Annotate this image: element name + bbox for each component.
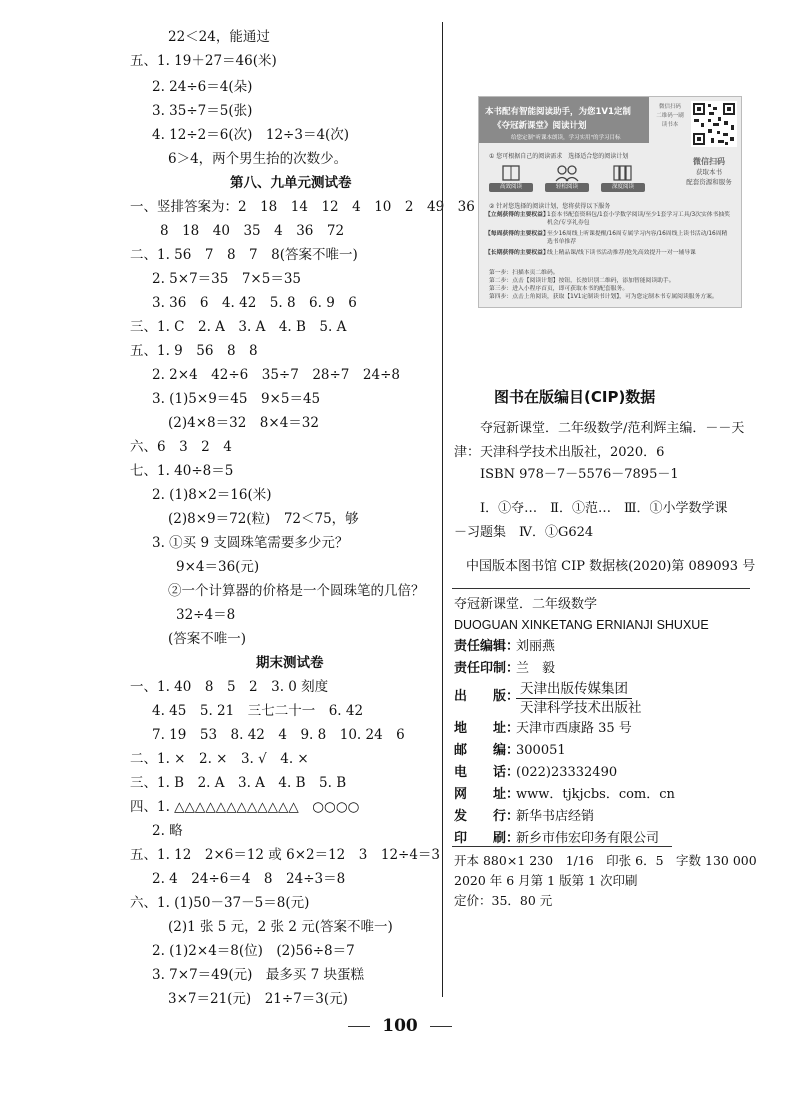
cip-line: ISBN 978－7－5576－7895－1 [480, 467, 679, 482]
answer-line: 3. (1)5×9＝45 9×5＝45 [152, 391, 321, 407]
page-number: 100 [382, 1016, 418, 1036]
answer-line: 3. 35÷7＝5(张) [152, 103, 253, 119]
answer-line: 3×7＝21(元) 21÷7＝3(元) [168, 991, 348, 1007]
ad-side-note: 微信扫码 [658, 104, 681, 110]
ad-benefit-row [485, 211, 735, 227]
cip-line: 夺冠新课堂．二年级数学/范利辉主编．－－天 [480, 421, 745, 436]
plan-option-label: 高效阅读 [489, 183, 533, 192]
ad-tagline: 给您定制"听课本朗读，学习实用"的学习目标 [511, 135, 621, 141]
page-dash [348, 1026, 370, 1027]
ad-benefit-value: 至少16周线上听课提醒/16周专属学习内容/16周线上读书活动/16周精选书单推荐 [547, 231, 728, 245]
price-line: 定价：35．80 元 [454, 893, 553, 908]
ad-instruction-line: 第三步：进入小程序首页，即可获取本书的配套服务。 [489, 286, 629, 292]
qr-code-icon[interactable] [691, 101, 737, 147]
answer-line: 一、1. 40 8 5 2 3. 0 刻度 [130, 679, 329, 695]
publisher-group: 天津出版传媒集团 [516, 680, 632, 699]
ad-benefit-key: 【每周获得的主要权益】 [485, 231, 549, 237]
ad-side-note: 读书本 [661, 122, 679, 128]
edition-line: 2020 年 6 月第 1 版第 1 次印刷 [454, 873, 638, 888]
ad-wechat-note [679, 157, 739, 187]
address-row [454, 720, 632, 738]
ad-benefit-row [485, 230, 735, 246]
ad-instruction-line: 第二步：点击【阅读计划】按钮，长按识别二维码，添加智能阅读助手。 [489, 278, 675, 284]
ad-header [479, 97, 649, 143]
answer-line: ②一个计算器的价格是一个圆珠笔的几倍？ [168, 583, 425, 599]
book-title-cn: 夺冠新课堂．二年级数学 [454, 597, 598, 612]
ad-benefit-value: 线上精品课/线下读书活动推荐/抢先高效提升一对一辅导课 [547, 250, 696, 256]
cip-title: 图书在版编目(CIP)数据 [494, 388, 656, 406]
distribution-label: 发 行： [454, 809, 520, 824]
cip-line: Ⅰ．①夺… Ⅱ．①范… Ⅲ．①小学数学课 [480, 501, 728, 516]
postcode-value: 300051 [516, 743, 566, 758]
reading-plan-ad [478, 96, 742, 308]
answer-line: 2. (1)2×4＝8(位) (2)56÷8＝7 [152, 943, 355, 959]
answer-line: 3. 7×7＝49(元) 最多买 7 块蛋糕 [152, 967, 365, 983]
printer-value: 新乡市伟宏印务有限公司 [516, 831, 660, 846]
answer-line: (2)1 张 5 元，2 张 2 元(答案不唯一) [168, 919, 393, 935]
website-label: 网 址： [454, 787, 520, 802]
answer-line: 22＜24，能通过 [168, 29, 270, 45]
cip-line: 津：天津科学技术出版社，2020．6 [454, 445, 665, 460]
ad-side-notes [651, 103, 689, 130]
answer-line: 二、1. 56 7 8 7 8(答案不唯一) [130, 247, 358, 263]
answer-line: 六、1. (1)50－37－5＝8(元) [130, 895, 310, 911]
answer-line: 2. 24÷6＝4(朵) [152, 79, 253, 95]
spec-line: 开本 880×1 230 1/16 印张 6．5 字数 130 000 [454, 853, 757, 868]
books-icon [601, 163, 645, 190]
answer-line: 五、1. 12 2×6＝12 或 6×2＝12 3 12÷4＝3 [130, 847, 441, 863]
print-manager-row [454, 660, 555, 678]
answer-line: 一、竖排答案为：2 18 14 12 4 10 2 49 36 [130, 199, 475, 215]
publisher-label: 出 版： [454, 689, 520, 704]
cip-line: －习题集 Ⅳ．①G624 [454, 525, 594, 540]
divider-line [452, 846, 672, 847]
divider-line [452, 588, 750, 589]
answer-line: 7. 19 53 8. 42 4 9. 8 10. 24 6 [152, 727, 405, 743]
ad-step-title: ② 针对您选择的阅读计划，您将获得以下服务 [489, 203, 611, 210]
ad-instruction-line: 第四步：点击上角阅读，获取【1V1定制读书计划】，可为您定制本书专属阅读服务方案。 [489, 294, 718, 300]
answer-line: 五、1. 19＋27＝46(米) [130, 53, 277, 69]
answer-line: (2)4×8＝32 8×4＝32 [168, 415, 319, 431]
phone-label: 电 话： [454, 765, 520, 780]
answer-line: 三、1. C 2. A 3. A 4. B 5. A [130, 319, 347, 335]
answer-line: (2)8×9＝72(粒) 72＜75，够 [168, 511, 359, 527]
ad-instructions [489, 269, 718, 301]
ad-benefit-value: 1套本书配套资料包/1套小学数学阅读/至少1套学习工具/3次实体书抽奖机会/专享礼券包 [547, 212, 730, 226]
website-row [454, 786, 675, 804]
address-label: 地 址： [454, 721, 520, 736]
plan-option-label: 轻松阅读 [545, 183, 589, 192]
answer-line: 四、1. △△△△△△△△△△△△ ○○○○ [130, 799, 360, 815]
ad-instruction-line: 第一步：扫描本页二维码。 [489, 270, 559, 276]
page-number-footer [0, 1016, 800, 1036]
distribution-value: 新华书店经销 [516, 809, 595, 824]
phone-row [454, 764, 617, 782]
answer-line: 9×4＝36(元) [176, 559, 260, 575]
editor-label: 责任编辑： [454, 639, 520, 654]
answer-line: 2. (1)8×2＝16(米) [152, 487, 272, 503]
answer-line: 32÷4＝8 [176, 607, 236, 623]
section-title: 第八、九单元测试卷 [230, 175, 352, 191]
answer-line: 8 18 40 35 4 36 72 [160, 223, 345, 239]
postcode-row [454, 742, 566, 760]
ad-step-title: ① 您可根据自己的阅读需求 选择适合您的阅读计划 [489, 153, 629, 160]
answer-line: 2. 5×7＝35 7×5＝35 [152, 271, 302, 287]
ad-wechat-line: 获取本书 [696, 168, 722, 176]
people-icon [545, 163, 589, 190]
book-icon [489, 163, 533, 190]
ad-benefit-key: 【长期获得的主要权益】 [485, 250, 549, 256]
ad-side-note: 二维码一刷 [656, 113, 684, 119]
answer-line: 3. ①买 9 支圆珠笔需要多少元？ [152, 535, 349, 551]
answer-line: (答案不唯一) [168, 631, 247, 647]
ad-subheadline: 《夺冠新课堂》阅读计划 [493, 121, 587, 131]
book-title-pinyin: DUOGUAN XINKETANG ERNIANJI SHUXUE [454, 618, 709, 632]
editor-value: 刘丽燕 [516, 639, 556, 654]
cip-line: 中国版本图书馆 CIP 数据核(2020)第 089093 号 [466, 559, 756, 574]
website-value: www．tjkjcbs．com．cn [516, 787, 675, 802]
print-manager-value: 兰 毅 [516, 661, 556, 676]
print-manager-label: 责任印制： [454, 661, 520, 676]
page-dash [430, 1026, 452, 1027]
editor-row [454, 638, 555, 656]
answer-line: 三、1. B 2. A 3. A 4. B 5. B [130, 775, 347, 791]
ad-wechat-line: 配套资源和服务 [686, 178, 732, 186]
publisher-row [454, 688, 520, 706]
ad-benefit-key: 【立刻获得的主要权益】 [485, 212, 549, 218]
publisher-name: 天津科学技术出版社 [520, 700, 642, 716]
ad-wechat-line: 微信扫码 [693, 157, 725, 166]
ad-benefit-row [485, 249, 735, 257]
answer-line: 六、6 3 2 4 [130, 439, 232, 455]
answer-line: 七、1. 40÷8＝5 [130, 463, 234, 479]
answer-line: 3. 36 6 4. 42 5. 8 6. 9 6 [152, 295, 357, 311]
ad-headline: 本书配有智能阅读助手，为您1V1定制 [485, 107, 631, 117]
answer-line: 2. 4 24÷6＝4 8 24÷3＝8 [152, 871, 346, 887]
answer-line: 五、1. 9 56 8 8 [130, 343, 258, 359]
answer-line: 6＞4，两个男生抬的次数少。 [168, 151, 348, 167]
answer-line: 二、1. × 2. × 3. √ 4. × [130, 751, 309, 767]
answer-line: 2. 2×4 42÷6 35÷7 28÷7 24÷8 [152, 367, 400, 383]
answer-line: 2. 略 [152, 823, 183, 839]
answer-line: 4. 45 5. 21 三七二十一 6. 42 [152, 703, 364, 719]
phone-value: (022)23332490 [516, 765, 618, 780]
address-value: 天津市西康路 35 号 [516, 721, 632, 736]
plan-option-label: 深度阅读 [601, 183, 645, 192]
distribution-row [454, 808, 594, 826]
answer-line: 4. 12÷2＝6(次) 12÷3＝4(次) [152, 127, 350, 143]
section-title: 期末测试卷 [256, 655, 324, 671]
printer-label: 印 刷： [454, 831, 520, 846]
postcode-label: 邮 编： [454, 743, 520, 758]
column-divider [442, 22, 443, 997]
